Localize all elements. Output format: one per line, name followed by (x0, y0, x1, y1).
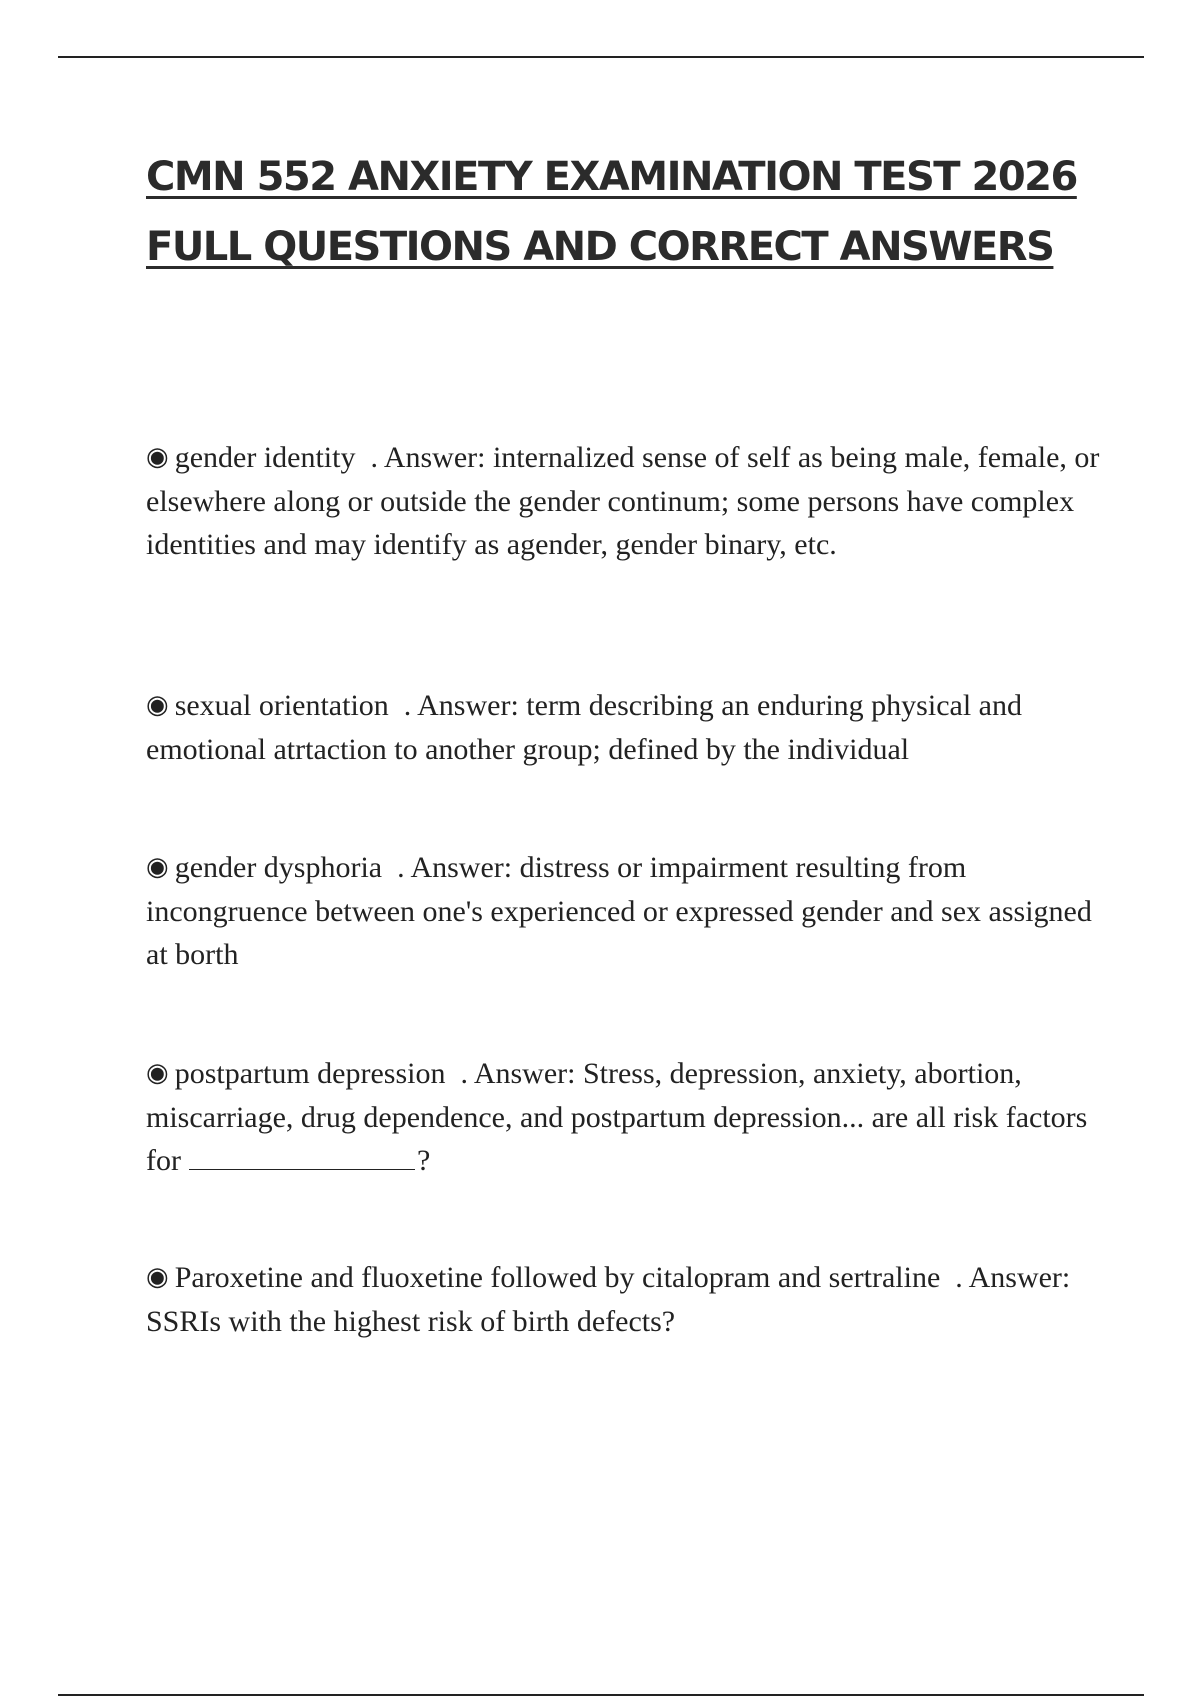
qa-item-gender-identity (146, 436, 1106, 566)
bullet-icon: ◉ (146, 690, 169, 719)
qa-term: postpartum depression (174, 1057, 446, 1090)
bullet-icon: ◉ (146, 852, 169, 881)
qa-item-ssri-birth-defects (146, 1256, 1106, 1343)
qa-item-gender-dysphoria (146, 846, 1106, 976)
top-divider (58, 56, 1144, 58)
bullet-icon: ◉ (146, 1262, 169, 1291)
qa-item-sexual-orientation (146, 684, 1106, 771)
bottom-divider (58, 1694, 1144, 1696)
title-line-2: FULL QUESTIONS AND CORRECT ANSWERS (146, 224, 1054, 270)
qa-answer: . Answer: internalized sense of self as being male, female, or elsewhere along or outside the gender continum; some persons have complex identities and may identify as agender, gender binary, etc. (146, 441, 1100, 561)
qa-answer: . Answer: SSRIs with the highest risk of birth defects? (146, 1261, 1071, 1338)
title-line-1: CMN 552 ANXIETY EXAMINATION TEST 2026 (146, 154, 1077, 200)
fill-in-blank (189, 1145, 415, 1170)
qa-term: gender identity (174, 441, 356, 474)
qa-item-postpartum-depression (146, 1052, 1106, 1182)
bullet-icon: ◉ (146, 1058, 169, 1087)
bullet-icon: ◉ (146, 442, 169, 471)
document-title (146, 142, 1106, 282)
qa-answer: . Answer: Stress, depression, anxiety, abortion, miscarriage, drug dependence, and postpartum depression... are all risk factors for (146, 1057, 1088, 1177)
qa-term: sexual orientation (174, 689, 389, 722)
qa-answer: . Answer: distress or impairment resulting from incongruence between one's experienced or expressed gender and sex assigned at borth (146, 851, 1092, 971)
qa-answer: . Answer: term describing an enduring physical and emotional atrtaction to another group; defined by the individual (146, 689, 1022, 766)
qa-term: gender dysphoria (174, 851, 383, 884)
qa-term: Paroxetine and fluoxetine followed by citalopram and sertraline (174, 1261, 941, 1294)
blank-suffix: ? (416, 1144, 431, 1177)
